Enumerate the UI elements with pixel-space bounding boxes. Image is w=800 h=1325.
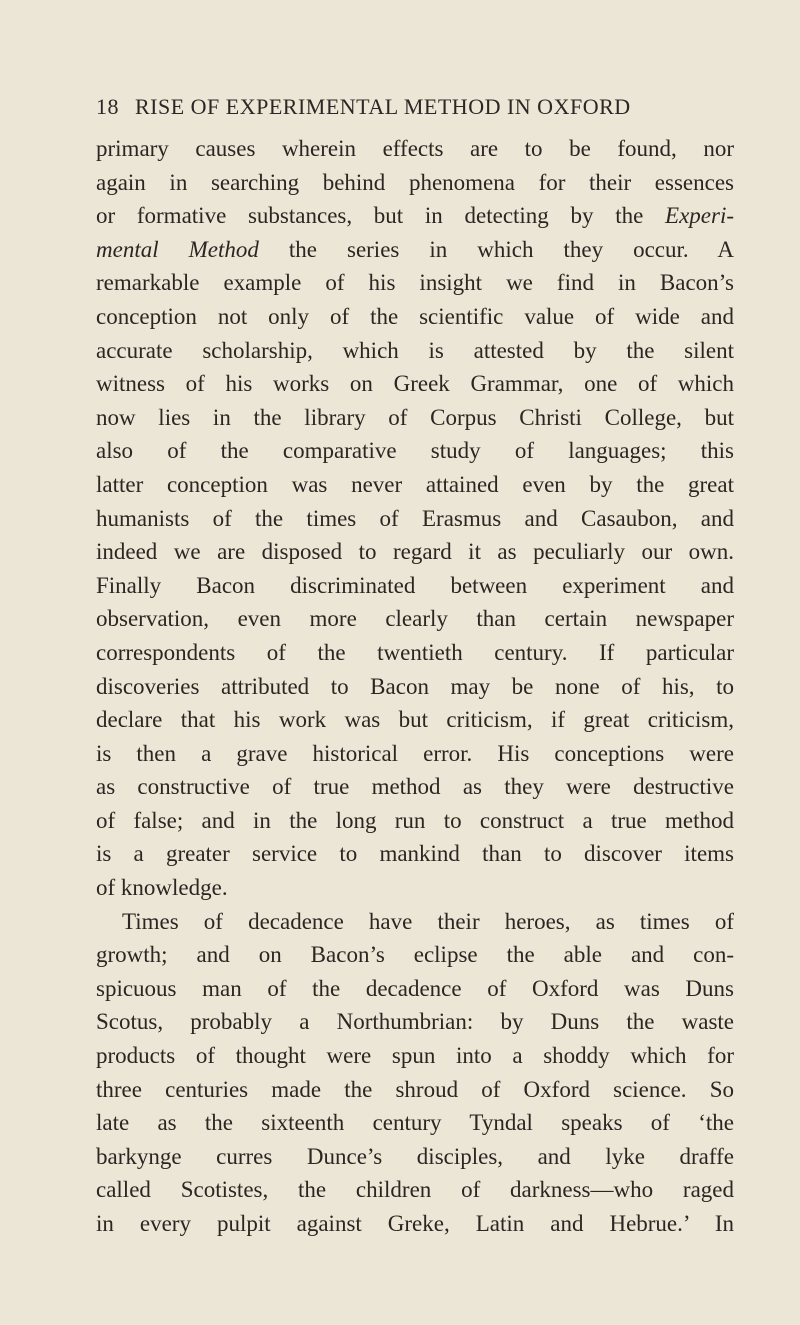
running-head (96, 94, 736, 124)
italic-text: mental Method (96, 236, 259, 262)
text-line: Times of decadence have their heroes, as times of (122, 908, 734, 934)
text-line: mental Method the series in which they occur. A (96, 236, 734, 262)
text-line: barkynge curres Dunce’s disciples, and lyke draffe (96, 1143, 734, 1169)
text-line: remarkable example of his insight we find in Bacon’s (96, 270, 734, 296)
text-line: also of the comparative study of languages; this (96, 438, 734, 464)
page-number: 18 (96, 94, 119, 119)
text-line: now lies in the library of Corpus Christi College, but (96, 404, 734, 430)
text-line: spicuous man of the decadence of Oxford was Duns (96, 975, 734, 1001)
italic-text: Experi- (665, 203, 734, 229)
text-line: humanists of the times of Erasmus and Casaubon, and (96, 505, 734, 531)
text-line: accurate scholarship, which is attested by the silent (96, 337, 734, 363)
text-line: is a greater service to mankind than to discover items (96, 841, 734, 867)
text-line: latter conception was never attained even by the great (96, 471, 734, 497)
text-line: primary causes wherein effects are to be found, nor (96, 136, 734, 161)
text-line: witness of his works on Greek Grammar, one of which (96, 371, 734, 397)
text-line: three centuries made the shroud of Oxford science. So (96, 1076, 734, 1102)
text-line: growth; and on Bacon’s eclipse the able and con- (96, 942, 734, 968)
running-title: RISE OF EXPERIMENTAL METHOD IN OXFORD (135, 94, 631, 119)
body-text (96, 132, 734, 1241)
text-line: indeed we are disposed to regard it as peculiarly our own. (96, 539, 734, 565)
text-line: in every pulpit against Greke, Latin and Hebrue.’ In (96, 1211, 734, 1236)
text-line: called Scotistes, the children of darkness—who raged (96, 1177, 734, 1203)
text-line: declare that his work was but criticism, if great criticism, (96, 707, 734, 733)
text-line: as constructive of true method as they were destructive (96, 774, 734, 800)
text-line: Scotus, probably a Northumbrian: by Duns the waste (96, 1009, 734, 1035)
text-line: of false; and in the long run to construct a true method (96, 807, 734, 833)
text-line: late as the sixteenth century Tyndal speaks of ‘the (96, 1110, 734, 1136)
text-line: Finally Bacon discriminated between experiment and (96, 572, 734, 598)
text-line: observation, even more clearly than certain newspaper (96, 606, 734, 632)
text-line: conception not only of the scientific value of wide and (96, 303, 734, 329)
text-line: or formative substances, but in detecting by the Experi- (96, 203, 734, 229)
text-line: again in searching behind phenomena for their essences (96, 169, 734, 195)
text-line: products of thought were spun into a shoddy which for (96, 1043, 734, 1069)
text-line: correspondents of the twentieth century. If particular (96, 639, 734, 665)
text-line: of knowledge. (96, 875, 228, 901)
text-line: is then a grave historical error. His conceptions were (96, 740, 734, 766)
text-line: discoveries attributed to Bacon may be none of his, to (96, 673, 734, 699)
